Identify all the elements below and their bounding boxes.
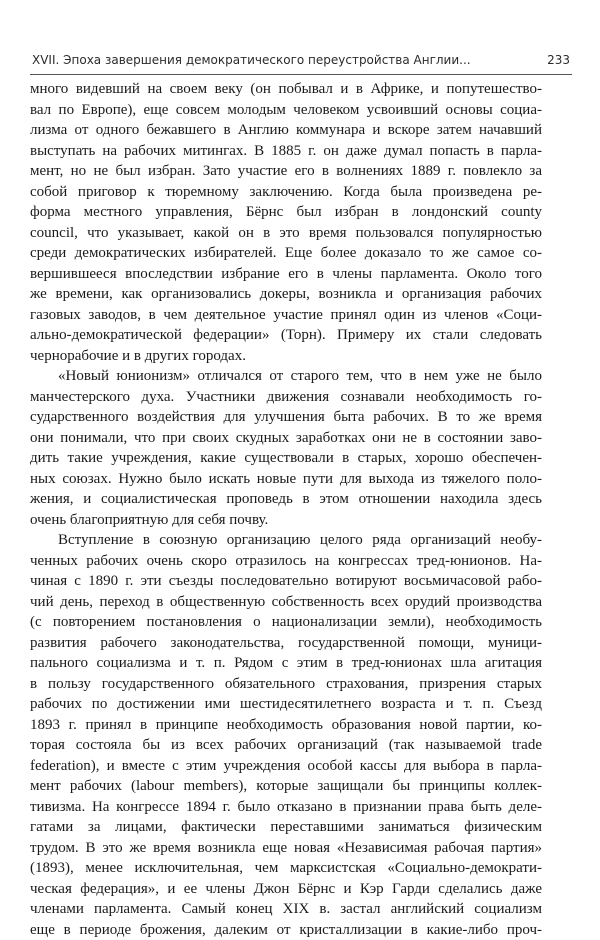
text-line: ных союзах. Нужно было искать новые пути для выхода из тяжелого поло- [30, 469, 542, 490]
text-line: вершившееся впоследствии избрание его в члены парламента. Около того [30, 264, 542, 285]
text-line: много видевший на своем веку (он побывал и в Африке, и попутешество- [30, 79, 542, 100]
text-line: ченных рабочих очень скоро отразилось на конгрессах тред-юнионов. На- [30, 551, 542, 572]
text-line: тивизма. На конгрессе 1894 г. было отказано в признании права быть деле- [30, 797, 542, 818]
paragraph [30, 79, 542, 366]
text-line: же времени, как организовались докеры, возникла и организация рабочих [30, 284, 542, 305]
text-line: (1893), менее исключительная, чем марксистская «Социально-демократи- [30, 858, 542, 879]
text-line: ческая федерация», и ее члены Джон Бёрнс и Кэр Гарди сделались даже [30, 879, 542, 900]
text-line: в пользу государственного обязательного страхования, призрения старых [30, 674, 542, 695]
text-line: среди демократических избирателей. Еще более доказало то же самое со- [30, 243, 542, 264]
page-number: 233 [547, 53, 570, 67]
text-line: дить такие учреждения, какие существовали в старых, хорошо обеспечен- [30, 448, 542, 469]
text-line: чернорабочие и в других городах. [30, 346, 542, 367]
text-line: (с повторением постановления о национализации земли), необходимость [30, 612, 542, 633]
paragraph [30, 530, 542, 940]
running-header [32, 53, 570, 73]
running-title: XVII. Эпоха завершения демократического переустройства Англии... [32, 53, 471, 67]
text-line: гатами за лицами, фактически переставшими заниматься физическим [30, 817, 542, 838]
text-line: «Новый юнионизм» отличался от старого тем, что в нем уже не было [30, 366, 542, 387]
text-line: форма местного управления, Бёрнс был избран в лондонский county [30, 202, 542, 223]
text-line: 1893 г. принял в принципе необходимость образования новой партии, ко- [30, 715, 542, 736]
text-line: ально-демократической федерации» (Торн). Примеру их стали следовать [30, 325, 542, 346]
text-line: federation), и вместе с этим учреждения особой кассы для выбора в парла- [30, 756, 542, 777]
text-line: манчестерского духа. Участники движения сознавали необходимость го- [30, 387, 542, 408]
text-line: сударственного воздействия для улучшения быта рабочих. В то же время [30, 407, 542, 428]
text-line: вал по Европе), еще совсем молодым человеком усвоивший основы социа- [30, 100, 542, 121]
text-line: трудом. В это же время возникла еще новая «Независимая рабочая партия» [30, 838, 542, 859]
text-line: лизма от одного бежавшего в Англию коммунара и вскоре затем начавший [30, 120, 542, 141]
text-line: еще в периоде брожения, далеким от кристаллизации в какие-либо проч- [30, 920, 542, 940]
text-line: выступать на рабочих митингах. В 1885 г. он даже думал попасть в парла- [30, 141, 542, 162]
text-line: газовых заводов, в чем деятельное участие принял один из членов «Соци- [30, 305, 542, 326]
text-line: они понимали, что при своих скудных заработках они не в состоянии заво- [30, 428, 542, 449]
header-rule [30, 74, 572, 75]
text-line: развития рабочего законодательства, государственной помощи, муници- [30, 633, 542, 654]
paragraph [30, 366, 542, 530]
text-line: собой приговор к тюремному заключению. Когда была произведена ре- [30, 182, 542, 203]
text-line: очень благоприятную для себя почву. [30, 510, 542, 531]
text-line: мент, но не был избран. Зато участие его в волнениях 1889 г. повлекло за [30, 161, 542, 182]
text-line: членами парламента. Самый конец XIX в. застал английский социализм [30, 899, 542, 920]
text-line: пального социализма и т. п. Рядом с этим в тред-юнионах шла агитация [30, 653, 542, 674]
body-text [30, 79, 542, 940]
text-line: торая состояла бы из всех рабочих организаций (так называемой trade [30, 735, 542, 756]
text-line: рабочих по достижении ими шестидесятилетнего возраста и т. п. Съезд [30, 694, 542, 715]
text-line: чиная с 1890 г. эти съезды последовательно вотируют восьмичасовой рабо- [30, 571, 542, 592]
text-line: Вступление в союзную организацию целого ряда организаций необу- [30, 530, 542, 551]
text-line: жения, и социалистическая проповедь в этом отношении находила здесь [30, 489, 542, 510]
text-line: council, что указывает, какой он в это время пользовался популярностью [30, 223, 542, 244]
text-line: мент рабочих (labour members), которые защищали бы принципы коллек- [30, 776, 542, 797]
text-line: чий день, переход в общественную собственность всех орудий производства [30, 592, 542, 613]
